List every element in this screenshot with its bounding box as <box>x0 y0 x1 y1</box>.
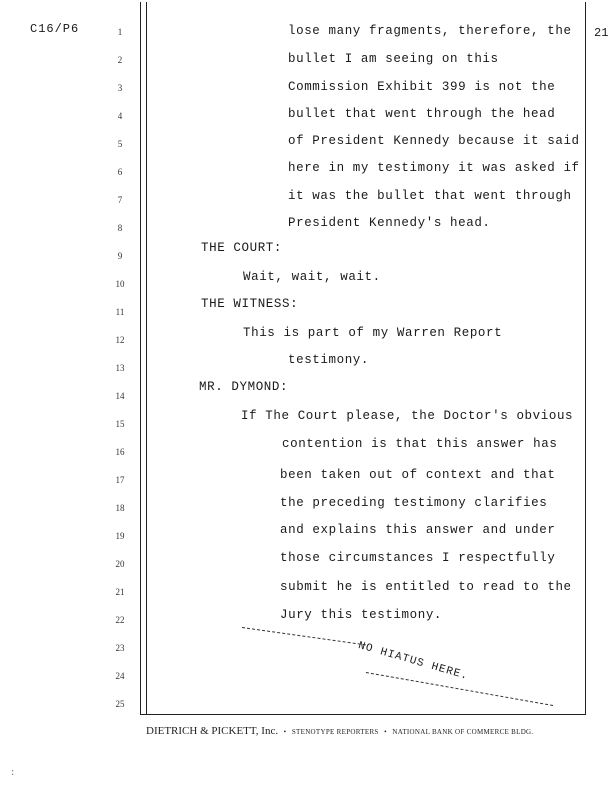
margin-rule-left-inner <box>146 2 147 714</box>
transcript-line: submit he is entitled to read to the <box>280 580 572 594</box>
line-number: 18 <box>115 503 125 513</box>
transcript-line: the preceding testimony clarifies <box>280 496 548 510</box>
transcript-line: and explains this answer and under <box>280 523 556 537</box>
line-number: 20 <box>115 559 125 569</box>
line-number: 17 <box>115 475 125 485</box>
line-number: 16 <box>115 447 125 457</box>
margin-rule-left <box>140 2 141 714</box>
line-number: 23 <box>115 643 125 653</box>
transcript-line: testimony. <box>288 353 370 367</box>
transcript-line: If The Court please, the Doctor's obvious <box>241 409 574 423</box>
line-number: 25 <box>115 699 125 709</box>
transcript-line: it was the bullet that went through <box>288 189 572 203</box>
transcript-line: Jury this testimony. <box>280 608 443 622</box>
line-number: 5 <box>117 139 123 149</box>
line-number: 10 <box>115 279 125 289</box>
transcript-line: here in my testimony it was asked if <box>288 161 580 175</box>
transcript-line: President Kennedy's head. <box>288 216 491 230</box>
page-code: C16/P6 <box>30 22 80 36</box>
transcript-line: bullet I am seeing on this <box>288 52 499 66</box>
line-number: 13 <box>115 363 125 373</box>
transcript-line: been taken out of context and that <box>280 468 556 482</box>
footer-service: STENOTYPE REPORTERS <box>291 728 379 736</box>
no-hiatus-stamp: NO HIATUS HERE. <box>356 640 470 683</box>
dashed-line-upper <box>242 627 366 645</box>
speaker-label: THE COURT: <box>201 241 283 255</box>
footer-company: DIETRICH & PICKETT, Inc. <box>146 725 279 737</box>
footer-separator: • <box>283 728 287 736</box>
line-number: 15 <box>115 419 125 429</box>
transcript-line: lose many fragments, therefore, the <box>288 24 572 38</box>
line-number: 2 <box>117 55 123 65</box>
line-number: 22 <box>115 615 125 625</box>
line-number: 12 <box>115 335 125 345</box>
footer-address: NATIONAL BANK OF COMMERCE BLDG. <box>392 728 534 736</box>
line-number: 14 <box>115 391 125 401</box>
transcript-line: contention is that this answer has <box>282 437 558 451</box>
line-number: 6 <box>117 167 123 177</box>
line-number: 8 <box>117 223 123 233</box>
line-number: 7 <box>117 195 123 205</box>
transcript-line: bullet that went through the head <box>288 107 556 121</box>
line-number: 9 <box>117 251 123 261</box>
bottom-rule <box>140 714 586 715</box>
transcript-line: Wait, wait, wait. <box>243 270 381 284</box>
footer-separator: • <box>384 728 387 736</box>
page-number: 21 <box>594 26 609 40</box>
speaker-label: THE WITNESS: <box>201 297 299 311</box>
transcript-line: Commission Exhibit 399 is not the <box>288 80 556 94</box>
line-number: 21 <box>115 587 125 597</box>
line-number: 4 <box>117 111 123 121</box>
margin-mark: : <box>10 768 16 778</box>
speaker-label: MR. DYMOND: <box>199 380 289 394</box>
footer <box>146 725 533 737</box>
line-number: 1 <box>117 27 123 37</box>
line-number: 11 <box>115 307 125 317</box>
line-number: 19 <box>115 531 125 541</box>
line-number: 3 <box>117 83 123 93</box>
margin-rule-right <box>585 2 586 714</box>
transcript-line: This is part of my Warren Report <box>243 326 503 340</box>
line-number: 24 <box>115 671 125 681</box>
transcript-line: of President Kennedy because it said <box>288 134 580 148</box>
transcript-line: those circumstances I respectfully <box>280 551 556 565</box>
